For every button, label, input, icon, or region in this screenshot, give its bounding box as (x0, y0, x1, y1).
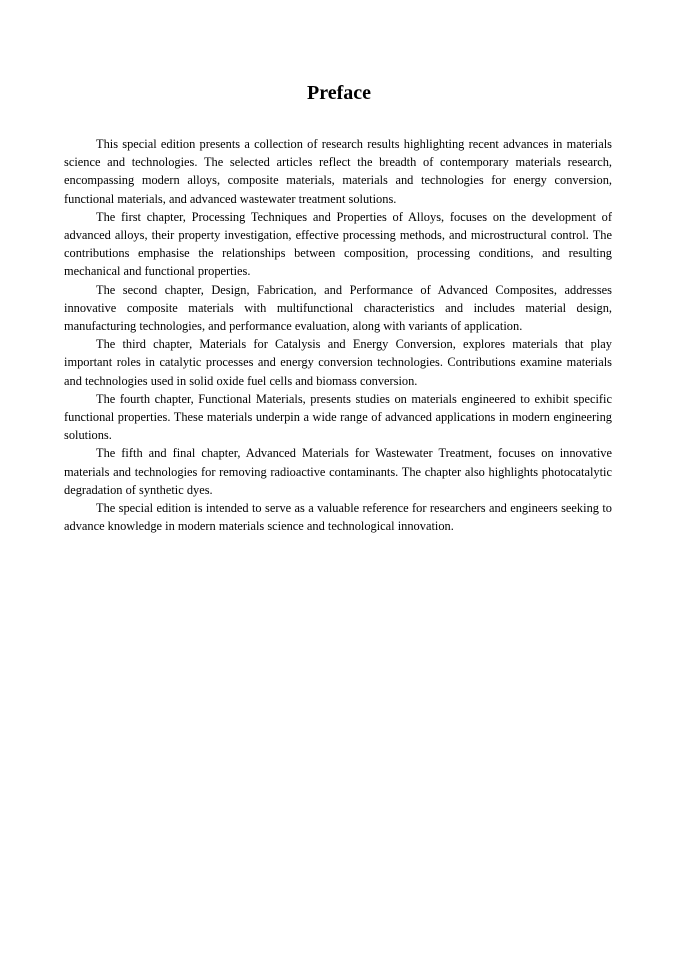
paragraph-intro: This special edition presents a collection of research results highlighting recent advances in materials science and technologies. The selected articles reflect the breadth of contemporary materials research, encompassing modern alloys, composite materials, materials and technologies for energy conversion, functional materials, and advanced wastewater treatment solutions. (64, 137, 612, 206)
paragraph-closing: The special edition is intended to serve as a valuable reference for researchers and engineers seeking to advance knowledge in modern materials science and technological innovation. (64, 501, 612, 534)
preface-body (64, 135, 612, 535)
paragraph-chapter-five: The fifth and final chapter, Advanced Materials for Wastewater Treatment, focuses on innovative materials and technologies for removing radioactive contaminants. The chapter also highlights photocatalytic degradation of synthetic dyes. (64, 446, 612, 497)
paragraph-chapter-three: The third chapter, Materials for Catalysis and Energy Conversion, explores materials that play important roles in catalytic processes and energy conversion technologies. Contributions examine materials and technologies used in solid oxide fuel cells and biomass conversion. (64, 337, 612, 388)
paragraph-chapter-one: The first chapter, Processing Techniques and Properties of Alloys, focuses on the development of advanced alloys, their property investigation, effective processing methods, and microstructural control. The contributions emphasise the relationships between composition, processing conditions, and resulting mechanical and functional properties. (64, 209, 612, 279)
page-title: Preface (306, 82, 372, 104)
paragraph-chapter-four: The fourth chapter, Functional Materials, presents studies on materials engineered to exhibit specific functional properties. These materials underpin a wide range of advanced applications in modern engineering solutions. (64, 391, 612, 443)
paragraph-chapter-two: The second chapter, Design, Fabrication, and Performance of Advanced Composites, addresses innovative composite materials with multifunctional characteristics and includes material design, manufacturing technologies, and performance evaluation, along with variants of application. (64, 282, 612, 334)
